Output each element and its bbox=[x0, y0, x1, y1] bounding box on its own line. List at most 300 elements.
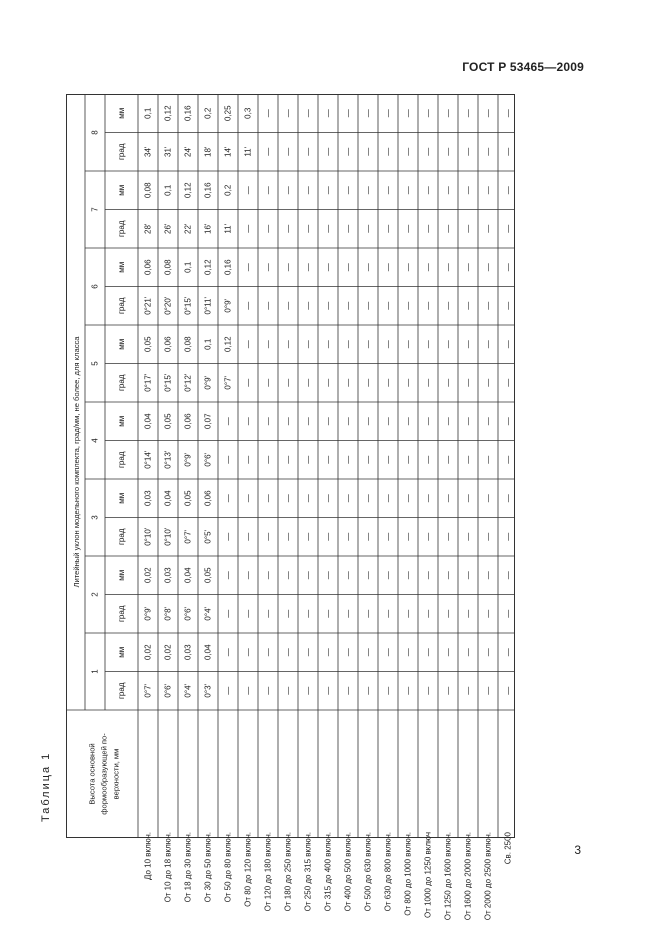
table-cell: — bbox=[443, 455, 453, 464]
table-cell: — bbox=[403, 455, 413, 464]
table-cell: — bbox=[403, 186, 413, 195]
table-cell: — bbox=[363, 263, 373, 272]
row-label: От 180 до 250 включ. bbox=[283, 832, 293, 912]
table-cell: — bbox=[243, 417, 253, 426]
unit-label-grad: град bbox=[117, 374, 126, 391]
table-cell: — bbox=[283, 378, 293, 387]
table-cell: 0°6' bbox=[183, 606, 193, 621]
table-cell: — bbox=[463, 109, 473, 118]
table-cell: — bbox=[283, 340, 293, 349]
row-label: Св. 2500 bbox=[503, 832, 513, 865]
table-cell: — bbox=[223, 417, 233, 426]
row-label: От 315 до 400 включ. bbox=[323, 832, 333, 912]
table-cell: — bbox=[223, 686, 233, 695]
row-label: От 80 до 120 включ. bbox=[243, 832, 253, 907]
table-cell: — bbox=[423, 147, 433, 156]
table-cell: — bbox=[263, 494, 273, 503]
table-cell: 0,02 bbox=[143, 644, 153, 661]
unit-label-grad: град bbox=[117, 451, 126, 468]
table-cell: — bbox=[223, 609, 233, 618]
table-cell: — bbox=[243, 224, 253, 233]
table-cell: — bbox=[243, 609, 253, 618]
table-cell: — bbox=[343, 417, 353, 426]
table-cell: 0°4' bbox=[183, 683, 193, 698]
table-cell: — bbox=[223, 494, 233, 503]
table-cell: — bbox=[263, 378, 273, 387]
table-cell: — bbox=[303, 186, 313, 195]
table-cell: — bbox=[423, 494, 433, 503]
table-cell: — bbox=[483, 686, 493, 695]
table-cell: — bbox=[363, 455, 373, 464]
table-cell: — bbox=[463, 186, 473, 195]
row-label: От 500 до 630 включ. bbox=[363, 832, 373, 912]
table-cell: 34' bbox=[143, 146, 153, 157]
table-cell: — bbox=[243, 648, 253, 657]
table-cell: 0,02 bbox=[143, 567, 153, 584]
row-label: От 630 до 800 включ. bbox=[383, 832, 393, 912]
unit-label-grad: град bbox=[117, 220, 126, 237]
table-cell: — bbox=[483, 224, 493, 233]
table-cell: 0°9' bbox=[183, 452, 193, 467]
table-cell: 0,03 bbox=[183, 644, 193, 661]
table-cell: — bbox=[443, 532, 453, 541]
table-cell: 0,03 bbox=[163, 567, 173, 584]
table-cell: — bbox=[483, 571, 493, 580]
table-cell: — bbox=[263, 455, 273, 464]
table-cell: 0°5' bbox=[203, 529, 213, 544]
table-cell: — bbox=[283, 263, 293, 272]
table-cell: — bbox=[223, 455, 233, 464]
table-cell: — bbox=[443, 609, 453, 618]
table-cell: 0°9' bbox=[143, 606, 153, 621]
table-cell: — bbox=[223, 571, 233, 580]
table-cell: — bbox=[243, 455, 253, 464]
row-label: От 30 до 50 включ. bbox=[203, 832, 213, 903]
table-cell: — bbox=[323, 532, 333, 541]
table-cell: — bbox=[383, 186, 393, 195]
table-cell: — bbox=[483, 648, 493, 657]
table-cell: — bbox=[243, 378, 253, 387]
table-cell: — bbox=[503, 455, 513, 464]
table-cell: 0°10' bbox=[163, 527, 173, 546]
table-cell: — bbox=[283, 301, 293, 310]
table-cell: — bbox=[443, 147, 453, 156]
table-cell: — bbox=[463, 648, 473, 657]
table-cell: — bbox=[343, 648, 353, 657]
table-cell: — bbox=[383, 417, 393, 426]
unit-label-grad: град bbox=[117, 143, 126, 160]
table-cell: — bbox=[503, 494, 513, 503]
table-cell: — bbox=[343, 609, 353, 618]
table-cell: 18' bbox=[203, 146, 213, 157]
table-cell: 0°3' bbox=[203, 683, 213, 698]
table-cell: — bbox=[443, 571, 453, 580]
table-cell: 0°7' bbox=[143, 683, 153, 698]
table-cell: — bbox=[323, 263, 333, 272]
table-cell: — bbox=[303, 571, 313, 580]
unit-label-mm: мм bbox=[117, 261, 126, 273]
row-label: От 120 до 180 включ. bbox=[263, 832, 273, 912]
row-label: До 10 включ. bbox=[143, 832, 153, 881]
table-cell: — bbox=[283, 609, 293, 618]
data-table-svg bbox=[66, 94, 515, 921]
table-cell: 0,1 bbox=[203, 338, 213, 350]
table-cell: — bbox=[363, 301, 373, 310]
table-cell: — bbox=[243, 340, 253, 349]
class-number-1: 1 bbox=[90, 669, 100, 674]
table-cell: — bbox=[423, 340, 433, 349]
table-cell: — bbox=[503, 686, 513, 695]
row-header-line: формообразующей по- bbox=[99, 733, 109, 815]
table-cell: — bbox=[503, 571, 513, 580]
table-cell: 14' bbox=[223, 146, 233, 157]
table-cell: — bbox=[303, 224, 313, 233]
table-cell: — bbox=[383, 147, 393, 156]
table-cell: — bbox=[323, 186, 333, 195]
table-cell: 0,16 bbox=[183, 105, 193, 122]
row-label: От 50 до 80 включ. bbox=[223, 832, 233, 903]
table-cell: 0,12 bbox=[163, 105, 173, 122]
class-number-8: 8 bbox=[90, 130, 100, 135]
table-cell: 11' bbox=[223, 223, 233, 234]
table-cell: — bbox=[263, 571, 273, 580]
table-cell: — bbox=[443, 494, 453, 503]
table-cell: — bbox=[243, 186, 253, 195]
table-cell: — bbox=[363, 609, 373, 618]
table-cell: — bbox=[383, 532, 393, 541]
class-number-7: 7 bbox=[90, 207, 100, 212]
table-cell: 0°7' bbox=[183, 529, 193, 544]
table-cell: — bbox=[383, 378, 393, 387]
unit-label-mm: мм bbox=[117, 646, 126, 658]
unit-label-grad: град bbox=[117, 682, 126, 699]
table-cell: — bbox=[423, 186, 433, 195]
table-cell: — bbox=[443, 263, 453, 272]
table-cell: 0,06 bbox=[203, 490, 213, 507]
table-cell: — bbox=[323, 378, 333, 387]
table-cell: — bbox=[303, 532, 313, 541]
table-frame bbox=[67, 95, 515, 838]
unit-label-grad: град bbox=[117, 297, 126, 314]
table-cell: 0,16 bbox=[203, 182, 213, 199]
table-cell: — bbox=[443, 686, 453, 695]
table-cell: — bbox=[283, 455, 293, 464]
table-cell: 0°12' bbox=[183, 373, 193, 392]
table-cell: — bbox=[363, 224, 373, 233]
table-cell: 24' bbox=[183, 146, 193, 157]
table-cell: — bbox=[323, 571, 333, 580]
table-cell: 0°4' bbox=[203, 606, 213, 621]
table-cell: — bbox=[223, 532, 233, 541]
table-cell: 22' bbox=[183, 223, 193, 234]
table-cell: — bbox=[283, 109, 293, 118]
table-cell: — bbox=[343, 686, 353, 695]
main-header: Литейный уклон модельного комплекта, град/мм, не более, для класса bbox=[72, 336, 81, 588]
table-cell: — bbox=[303, 263, 313, 272]
table-cell: 0,05 bbox=[203, 567, 213, 584]
table-cell: — bbox=[463, 571, 473, 580]
table-cell: — bbox=[263, 263, 273, 272]
table-cell: 0,12 bbox=[203, 259, 213, 276]
unit-label-mm: мм bbox=[117, 338, 126, 350]
table-cell: 26' bbox=[163, 223, 173, 234]
table-cell: — bbox=[303, 147, 313, 156]
table-cell: — bbox=[263, 224, 273, 233]
table-cell: 11' bbox=[243, 146, 253, 157]
row-label: От 800 до 1000 включ. bbox=[403, 832, 413, 916]
table-cell: — bbox=[303, 494, 313, 503]
table-cell: 0,12 bbox=[183, 182, 193, 199]
class-number-4: 4 bbox=[90, 438, 100, 443]
table-cell: — bbox=[403, 340, 413, 349]
table-cell: — bbox=[403, 609, 413, 618]
table-cell: — bbox=[443, 224, 453, 233]
table-cell: — bbox=[303, 648, 313, 657]
row-label: От 18 до 30 включ. bbox=[183, 832, 193, 903]
table-cell: — bbox=[483, 417, 493, 426]
table-cell: — bbox=[463, 301, 473, 310]
table-cell: — bbox=[263, 340, 273, 349]
table-cell: 0,07 bbox=[203, 413, 213, 430]
table-cell: — bbox=[463, 455, 473, 464]
table-cell: — bbox=[503, 263, 513, 272]
table-cell: 0,02 bbox=[163, 644, 173, 661]
table-cell: — bbox=[503, 609, 513, 618]
table-cell: — bbox=[383, 494, 393, 503]
table-cell: — bbox=[283, 571, 293, 580]
table-cell: — bbox=[263, 109, 273, 118]
table-cell: — bbox=[403, 571, 413, 580]
table-cell: — bbox=[323, 686, 333, 695]
table-cell: — bbox=[403, 263, 413, 272]
table-cell: — bbox=[243, 301, 253, 310]
table-cell: — bbox=[383, 263, 393, 272]
table-cell: — bbox=[483, 455, 493, 464]
table-cell: 28' bbox=[143, 223, 153, 234]
table-cell: — bbox=[343, 571, 353, 580]
table-cell: — bbox=[423, 378, 433, 387]
table-cell: — bbox=[263, 147, 273, 156]
table-cell: — bbox=[343, 378, 353, 387]
table-cell: — bbox=[503, 186, 513, 195]
table-cell: 0,08 bbox=[183, 336, 193, 353]
table-cell: — bbox=[443, 301, 453, 310]
table-cell: 0,1 bbox=[163, 184, 173, 196]
table-cell: — bbox=[483, 109, 493, 118]
table-cell: — bbox=[403, 109, 413, 118]
table-cell: 0°9' bbox=[223, 298, 233, 313]
table-cell: 0,04 bbox=[163, 490, 173, 507]
table-cell: 0,16 bbox=[223, 259, 233, 276]
table-cell: 0°10' bbox=[143, 527, 153, 546]
table-cell: — bbox=[263, 609, 273, 618]
table-cell: — bbox=[363, 571, 373, 580]
row-label: От 1000 до 1250 включ bbox=[423, 832, 433, 918]
table-cell: 16' bbox=[203, 223, 213, 234]
row-header-line: Высота основной bbox=[87, 743, 97, 805]
table-cell: — bbox=[323, 648, 333, 657]
table-cell: — bbox=[463, 378, 473, 387]
table-cell: — bbox=[483, 147, 493, 156]
table-cell: — bbox=[343, 340, 353, 349]
row-label: От 1250 до 1600 включ. bbox=[443, 832, 453, 921]
page-number: 3 bbox=[574, 843, 581, 857]
table-cell: — bbox=[323, 109, 333, 118]
table-cell: — bbox=[383, 648, 393, 657]
class-number-2: 2 bbox=[90, 592, 100, 597]
table-cell: — bbox=[483, 340, 493, 349]
table-cell: 31' bbox=[163, 146, 173, 157]
table-cell: — bbox=[283, 186, 293, 195]
table-cell: — bbox=[363, 378, 373, 387]
table-cell: 0,05 bbox=[183, 490, 193, 507]
table-cell: — bbox=[423, 417, 433, 426]
table-cell: — bbox=[263, 686, 273, 695]
table-cell: — bbox=[403, 417, 413, 426]
table-cell: 0,05 bbox=[163, 413, 173, 430]
table-cell: — bbox=[363, 340, 373, 349]
table-cell: — bbox=[363, 186, 373, 195]
table-cell: — bbox=[403, 224, 413, 233]
unit-label-mm: мм bbox=[117, 492, 126, 504]
table-cell: — bbox=[383, 571, 393, 580]
table-cell: — bbox=[383, 224, 393, 233]
table-cell: — bbox=[283, 224, 293, 233]
table-cell: — bbox=[323, 301, 333, 310]
table-cell: 0,04 bbox=[203, 644, 213, 661]
table-cell: — bbox=[403, 532, 413, 541]
table-cell: — bbox=[303, 455, 313, 464]
table-cell: — bbox=[503, 147, 513, 156]
table-cell: — bbox=[383, 686, 393, 695]
table-cell: — bbox=[483, 609, 493, 618]
table-cell: — bbox=[443, 340, 453, 349]
table-cell: 0°15' bbox=[163, 373, 173, 392]
table-cell: — bbox=[503, 109, 513, 118]
table-cell: — bbox=[363, 417, 373, 426]
table-cell: — bbox=[503, 301, 513, 310]
table-cell: — bbox=[443, 109, 453, 118]
table-cell: — bbox=[503, 224, 513, 233]
table-cell: — bbox=[483, 532, 493, 541]
table-cell: — bbox=[343, 301, 353, 310]
table-cell: 0,06 bbox=[183, 413, 193, 430]
table-cell: 0,25 bbox=[223, 105, 233, 122]
table-cell: — bbox=[323, 147, 333, 156]
table-cell: — bbox=[343, 494, 353, 503]
table-cell: 0°17' bbox=[143, 373, 153, 392]
unit-label-grad: град bbox=[117, 528, 126, 545]
table-cell: 0°7' bbox=[223, 375, 233, 390]
table-cell: 0°8' bbox=[163, 606, 173, 621]
table-cell: — bbox=[483, 263, 493, 272]
unit-label-mm: мм bbox=[117, 569, 126, 581]
table-cell: — bbox=[383, 109, 393, 118]
table-cell: — bbox=[503, 378, 513, 387]
table-cell: — bbox=[243, 494, 253, 503]
table-cell: — bbox=[323, 609, 333, 618]
class-number-3: 3 bbox=[90, 515, 100, 520]
table-cell: — bbox=[423, 224, 433, 233]
unit-label-grad: град bbox=[117, 605, 126, 622]
unit-label-mm: мм bbox=[117, 184, 126, 196]
table-cell: — bbox=[463, 263, 473, 272]
table-cell: — bbox=[323, 455, 333, 464]
unit-label-mm: мм bbox=[117, 415, 126, 427]
table-cell: — bbox=[283, 648, 293, 657]
table-cell: — bbox=[383, 609, 393, 618]
table-cell: 0,08 bbox=[143, 182, 153, 199]
table-cell: — bbox=[383, 455, 393, 464]
table-cell: — bbox=[343, 224, 353, 233]
table-cell: — bbox=[343, 263, 353, 272]
table-cell: — bbox=[343, 186, 353, 195]
table-cell: — bbox=[263, 301, 273, 310]
table-cell: — bbox=[423, 455, 433, 464]
table-cell: 0,12 bbox=[223, 336, 233, 353]
row-label: От 2000 до 2500 включ. bbox=[483, 832, 493, 921]
table-cell: — bbox=[343, 455, 353, 464]
table-cell: 0°15' bbox=[183, 296, 193, 315]
table-cell: — bbox=[423, 109, 433, 118]
table-cell: — bbox=[463, 224, 473, 233]
table-cell: — bbox=[423, 263, 433, 272]
table-cell: — bbox=[283, 686, 293, 695]
table-cell: — bbox=[403, 301, 413, 310]
table-cell: — bbox=[323, 494, 333, 503]
table-cell: 0°21' bbox=[143, 296, 153, 315]
table-cell: — bbox=[443, 417, 453, 426]
table-cell: — bbox=[303, 301, 313, 310]
table-cell: — bbox=[323, 224, 333, 233]
table-cell: — bbox=[363, 686, 373, 695]
table-cell: — bbox=[503, 648, 513, 657]
table-cell: 0°20' bbox=[163, 296, 173, 315]
table-cell: — bbox=[303, 109, 313, 118]
table-cell: — bbox=[303, 609, 313, 618]
table-cell: — bbox=[463, 494, 473, 503]
table-cell: — bbox=[283, 532, 293, 541]
table-cell: — bbox=[503, 417, 513, 426]
table-cell: — bbox=[323, 417, 333, 426]
table-cell: — bbox=[243, 532, 253, 541]
table-cell: 0,05 bbox=[143, 336, 153, 353]
table-cell: — bbox=[423, 648, 433, 657]
table-cell: — bbox=[463, 532, 473, 541]
table-cell: — bbox=[243, 571, 253, 580]
table-cell: — bbox=[303, 340, 313, 349]
table-cell: — bbox=[463, 147, 473, 156]
table-cell: — bbox=[443, 186, 453, 195]
table-cell: — bbox=[383, 301, 393, 310]
table-cell: 0,08 bbox=[163, 259, 173, 276]
table-cell: — bbox=[263, 186, 273, 195]
table-cell: 0,1 bbox=[183, 261, 193, 273]
table-cell: — bbox=[343, 532, 353, 541]
table-cell: — bbox=[323, 340, 333, 349]
table-cell: — bbox=[283, 147, 293, 156]
table-cell: — bbox=[243, 263, 253, 272]
table-cell: 0,04 bbox=[143, 413, 153, 430]
table-cell: — bbox=[403, 648, 413, 657]
table-cell: — bbox=[483, 378, 493, 387]
table-cell: — bbox=[363, 532, 373, 541]
table-cell: — bbox=[483, 186, 493, 195]
table-cell: — bbox=[443, 648, 453, 657]
table-cell: — bbox=[363, 109, 373, 118]
table-cell: — bbox=[423, 571, 433, 580]
table-cell: 0°13' bbox=[163, 450, 173, 469]
